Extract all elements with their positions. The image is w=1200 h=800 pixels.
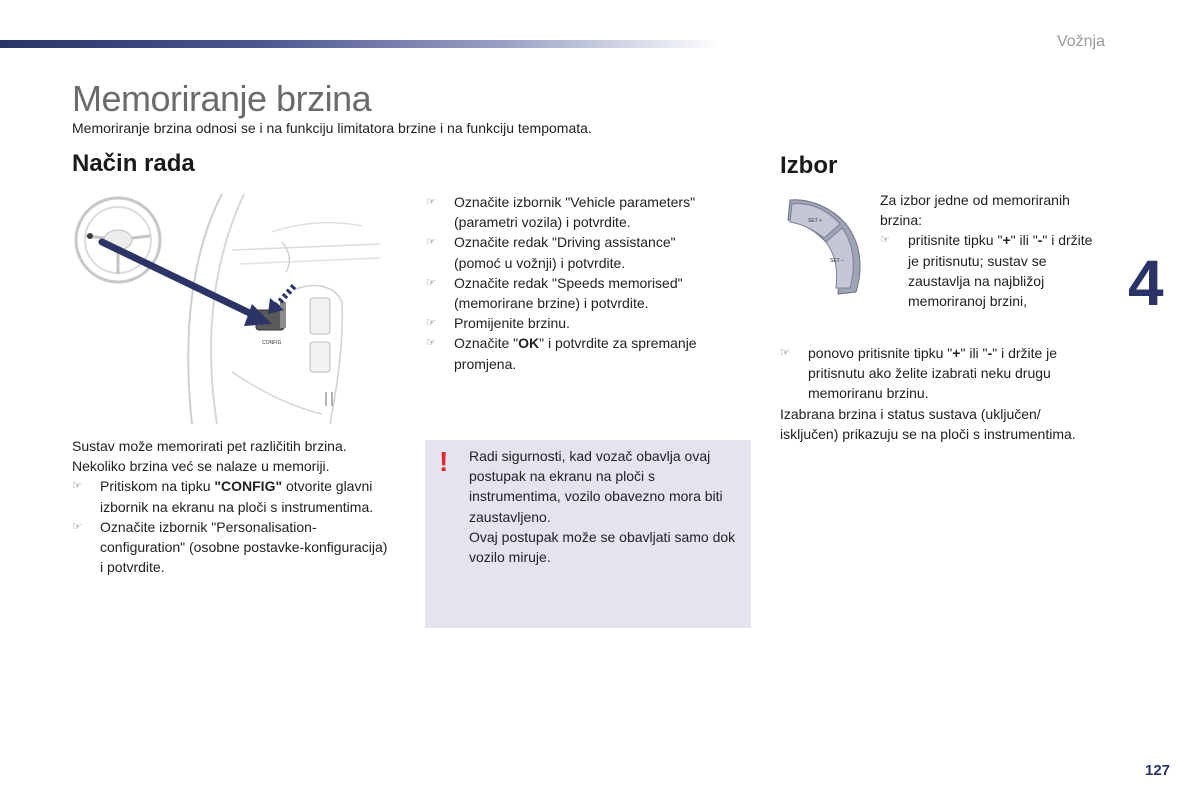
warning-text-2: Ovaj postupak može se obavljati samo dok vozilo miruje.: [469, 528, 736, 566]
bullet-hand-icon: ☞: [426, 236, 436, 249]
left-text-block: [72, 436, 392, 577]
intro-line-2: Nekoliko brzina već se nalaze u memoriji.: [72, 458, 330, 475]
set-plus-label: SET +: [808, 218, 822, 224]
middle-steps: [426, 192, 726, 374]
page-title: Memoriranje brzina: [72, 78, 372, 119]
safety-warning-box: [425, 440, 751, 628]
bullet-hand-icon: ☞: [426, 317, 436, 330]
list-item: ☞ Promijenite brzinu.: [426, 313, 726, 333]
bullet-hand-icon: ☞: [780, 347, 790, 359]
heading-nacin-rada: Način rada: [72, 150, 195, 177]
bullet-hand-icon: ☞: [426, 337, 436, 350]
list-item: ☞ Označite izbornik "Vehicle parameters" (parametri vozila) i potvrdite.: [426, 194, 696, 231]
list-item: ☞ Označite redak "Speeds memorised" (memorirane brzine) i potvrdite.: [426, 274, 683, 312]
section-name: Vožnja: [1056, 33, 1105, 50]
page-subtitle: Memoriranje brzina odnosi se i na funkciju limitatora brzine i na funkciju tempomata.: [72, 120, 592, 136]
config-button-label: CONFIG: [262, 340, 282, 346]
page-number: 127: [1145, 762, 1171, 779]
warning-exclamation-icon: !: [439, 446, 449, 477]
steering-wheel-illustration: [72, 192, 380, 426]
intro-line-1: Sustav može memorirati pet različitih brzina.: [72, 438, 347, 454]
bullet-hand-icon: ☞: [880, 234, 890, 247]
right-upper-text: [880, 190, 1102, 311]
bullet-hand-icon: ☞: [72, 480, 82, 493]
header-gradient-bar: [0, 40, 720, 48]
right-lower-text: [780, 343, 1100, 444]
list-item: ☞ pritisnite tipku "+" ili "-" i držite je pritisnutu; sustav se zaustavlja na najbližoj memoriranoj brzini,: [880, 232, 1093, 310]
list-item: ☞ ponovo pritisnite tipku "+" ili "-" i držite je pritisnutu ako želite izabrati neku drugu memoriranu brzinu.: [780, 345, 1058, 402]
heading-izbor: Izbor: [780, 152, 838, 179]
list-item: ☞ Pritiskom na tipku "CONFIG" otvorite glavni izbornik na ekranu na ploči s instrumentima.: [72, 478, 374, 515]
bullet-hand-icon: ☞: [72, 520, 82, 533]
bullet-hand-icon: ☞: [426, 196, 436, 208]
bullet-hand-icon: ☞: [426, 276, 436, 289]
izbor-intro: Za izbor jedne od memoriranih brzina:: [880, 192, 1070, 229]
set-minus-label: SET –: [830, 258, 844, 264]
warning-text-1: Radi sigurnosti, kad vozač obavlja ovaj postupak na ekranu na ploči s instrumentima, vozilo obavezno mora biti zaustavljeno.: [469, 448, 723, 525]
list-item: ☞ Označite redak "Driving assistance" (pomoć u vožnji) i potvrdite.: [426, 234, 676, 271]
list-item: ☞ Označite "OK" i potvrdite za spremanje promjena.: [426, 335, 697, 372]
list-item: ☞ Označite izbornik "Personalisation-configuration" (osobne postavke-konfiguracija) i potvrdite.: [72, 518, 388, 576]
chapter-number: 4: [1128, 247, 1164, 319]
izbor-outro: Izabrana brzina i status sustava (uključen/ isključen) prikazuju se na ploči s instrumentima.: [780, 405, 1076, 442]
set-buttons-illustration: [780, 194, 864, 298]
